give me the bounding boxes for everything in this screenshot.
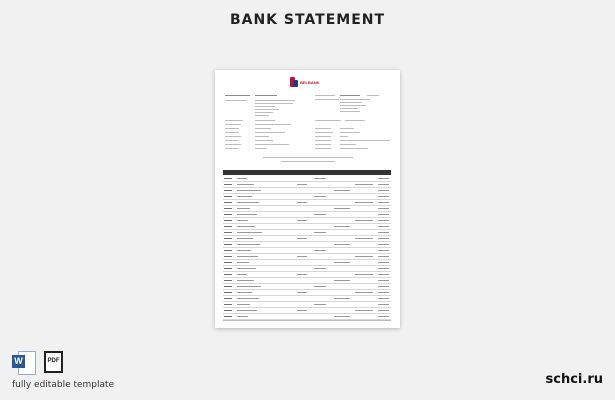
table-cell bbox=[224, 190, 232, 191]
table-cell bbox=[224, 304, 232, 305]
table-cell bbox=[237, 220, 248, 221]
table-cell bbox=[224, 202, 232, 203]
table-cell bbox=[224, 208, 232, 209]
table-row-divider bbox=[223, 301, 391, 302]
table-cell bbox=[355, 202, 373, 203]
table-cell bbox=[297, 184, 307, 185]
table-cell bbox=[237, 280, 254, 281]
statement-footer-line bbox=[223, 320, 391, 321]
table-cell bbox=[334, 262, 350, 263]
table-row-divider bbox=[223, 199, 391, 200]
table-row-divider bbox=[223, 265, 391, 266]
table-cell bbox=[224, 316, 232, 317]
table-row-divider bbox=[223, 247, 391, 248]
table-cell bbox=[314, 232, 326, 233]
table-cell bbox=[224, 286, 232, 287]
table-cell bbox=[224, 232, 232, 233]
table-cell bbox=[378, 262, 389, 263]
table-cell bbox=[224, 244, 232, 245]
transactions-table bbox=[223, 170, 391, 320]
bank-logo bbox=[290, 77, 320, 87]
table-header bbox=[223, 170, 391, 175]
table-cell bbox=[314, 304, 326, 305]
table-cell bbox=[378, 298, 389, 299]
table-cell bbox=[237, 184, 254, 185]
table-cell bbox=[237, 244, 260, 245]
table-cell bbox=[378, 232, 389, 233]
table-row-divider bbox=[223, 241, 391, 242]
table-cell bbox=[224, 238, 232, 239]
table-row-divider bbox=[223, 235, 391, 236]
table-cell bbox=[297, 256, 307, 257]
table-cell bbox=[378, 214, 389, 215]
table-cell bbox=[378, 304, 389, 305]
table-cell bbox=[355, 256, 373, 257]
table-cell bbox=[378, 208, 389, 209]
table-row-divider bbox=[223, 181, 391, 182]
table-cell bbox=[355, 238, 373, 239]
table-cell bbox=[237, 202, 259, 203]
table-cell bbox=[224, 280, 232, 281]
table-cell bbox=[237, 310, 257, 311]
table-cell bbox=[314, 214, 326, 215]
table-row-divider bbox=[223, 271, 391, 272]
table-cell bbox=[237, 262, 249, 263]
table-cell bbox=[355, 184, 373, 185]
table-cell bbox=[224, 256, 232, 257]
pdf-icon-label: PDF bbox=[47, 358, 60, 364]
table-row-divider bbox=[223, 229, 391, 230]
table-cell bbox=[334, 208, 350, 209]
table-row-divider bbox=[223, 295, 391, 296]
table-cell bbox=[297, 310, 307, 311]
table-cell bbox=[378, 178, 389, 179]
table-cell bbox=[378, 250, 389, 251]
table-cell bbox=[237, 208, 250, 209]
table-row-divider bbox=[223, 193, 391, 194]
table-cell bbox=[237, 232, 262, 233]
table-row-divider bbox=[223, 217, 391, 218]
table-row-divider bbox=[223, 283, 391, 284]
table-cell bbox=[224, 262, 232, 263]
word-icon-letter: W bbox=[12, 355, 25, 368]
table-cell bbox=[378, 184, 389, 185]
table-row-divider bbox=[223, 313, 391, 314]
table-cell bbox=[314, 250, 326, 251]
table-cell bbox=[378, 316, 389, 317]
table-cell bbox=[314, 178, 326, 179]
table-cell bbox=[224, 298, 232, 299]
table-cell bbox=[378, 292, 389, 293]
table-cell bbox=[224, 196, 232, 197]
table-cell bbox=[237, 190, 261, 191]
table-cell bbox=[224, 292, 232, 293]
page-title: BANK STATEMENT bbox=[229, 12, 386, 28]
table-cell bbox=[334, 244, 350, 245]
table-cell bbox=[314, 268, 326, 269]
table-cell bbox=[378, 190, 389, 191]
table-cell bbox=[224, 310, 232, 311]
table-cell bbox=[237, 292, 252, 293]
table-cell bbox=[297, 220, 307, 221]
table-cell bbox=[237, 298, 259, 299]
table-row-divider bbox=[223, 277, 391, 278]
table-cell bbox=[378, 238, 389, 239]
table-cell bbox=[314, 286, 326, 287]
table-cell bbox=[355, 274, 373, 275]
statement-document bbox=[215, 70, 400, 328]
table-row-divider bbox=[223, 223, 391, 224]
table-cell bbox=[297, 292, 307, 293]
pdf-document-icon bbox=[42, 350, 66, 374]
table-cell bbox=[237, 226, 255, 227]
table-cell bbox=[334, 190, 350, 191]
bank-logo-icon bbox=[290, 77, 298, 87]
table-row-divider bbox=[223, 289, 391, 290]
bank-logo-text: BELBANK bbox=[300, 79, 320, 85]
table-row-divider bbox=[223, 205, 391, 206]
table-row-divider bbox=[223, 307, 391, 308]
table-cell bbox=[224, 250, 232, 251]
table-row-divider bbox=[223, 211, 391, 212]
table-cell bbox=[224, 268, 232, 269]
table-cell bbox=[224, 220, 232, 221]
table-cell bbox=[237, 304, 250, 305]
table-cell bbox=[237, 274, 247, 275]
table-cell bbox=[378, 196, 389, 197]
table-cell bbox=[378, 286, 389, 287]
table-cell bbox=[237, 214, 257, 215]
table-row-divider bbox=[223, 253, 391, 254]
template-caption: fully editable template bbox=[12, 380, 115, 390]
table-cell bbox=[224, 274, 232, 275]
table-cell bbox=[378, 274, 389, 275]
table-cell bbox=[378, 268, 389, 269]
table-cell bbox=[237, 178, 247, 179]
table-cell bbox=[237, 256, 258, 257]
table-cell bbox=[355, 310, 373, 311]
table-cell bbox=[224, 184, 232, 185]
table-cell bbox=[297, 202, 307, 203]
table-cell bbox=[355, 220, 373, 221]
table-cell bbox=[378, 244, 389, 245]
table-cell bbox=[334, 298, 350, 299]
table-cell bbox=[314, 196, 326, 197]
table-cell bbox=[237, 238, 253, 239]
format-icons bbox=[12, 350, 66, 374]
table-cell bbox=[378, 226, 389, 227]
site-watermark: schci.ru bbox=[545, 372, 603, 387]
table-cell bbox=[237, 316, 248, 317]
table-cell bbox=[224, 178, 232, 179]
table-cell bbox=[224, 214, 232, 215]
table-cell bbox=[378, 202, 389, 203]
table-cell bbox=[237, 196, 252, 197]
word-document-icon bbox=[12, 350, 36, 374]
table-cell bbox=[378, 310, 389, 311]
table-row-divider bbox=[223, 259, 391, 260]
table-cell bbox=[297, 274, 307, 275]
table-cell bbox=[237, 286, 261, 287]
table-cell bbox=[237, 268, 256, 269]
table-cell bbox=[224, 226, 232, 227]
table-cell bbox=[334, 226, 350, 227]
table-cell bbox=[237, 250, 251, 251]
table-cell bbox=[378, 220, 389, 221]
table-cell bbox=[297, 238, 307, 239]
table-cell bbox=[334, 280, 350, 281]
table-cell bbox=[334, 316, 350, 317]
table-cell bbox=[378, 256, 389, 257]
table-cell bbox=[378, 280, 389, 281]
table-cell bbox=[355, 292, 373, 293]
table-row-divider bbox=[223, 187, 391, 188]
